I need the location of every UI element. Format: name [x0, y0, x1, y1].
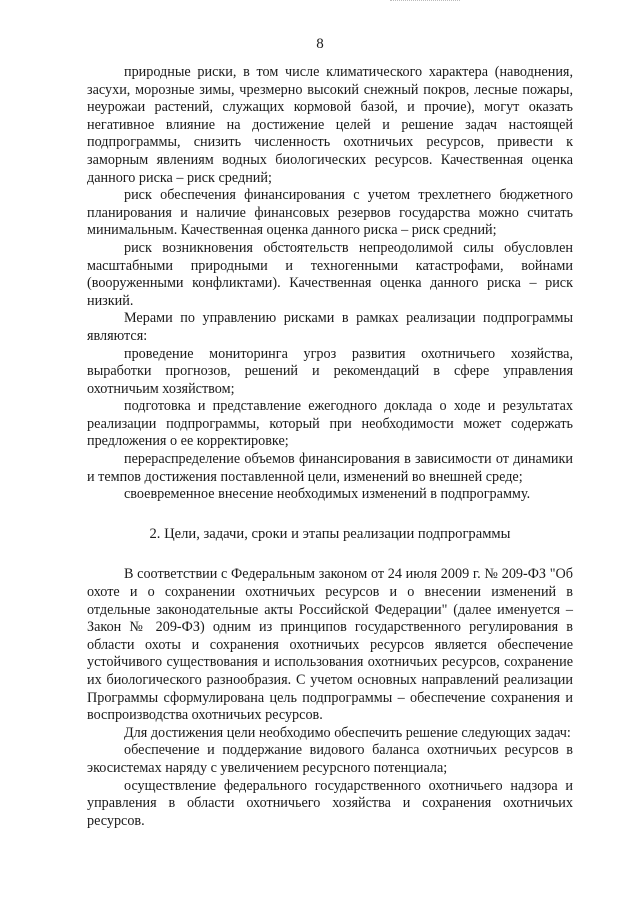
section-heading: 2. Цели, задачи, сроки и этапы реализации подпрограммы — [149, 525, 511, 542]
paragraph-financing-risk: риск обеспечения финансирования с учетом трехлетнего бюджетного планирования и наличие финансовых резервов государства можно считать минимальным. Качественная оценка данного риска – риск средний; — [87, 187, 573, 239]
page-number: 8 — [316, 36, 324, 52]
paragraph-force-majeure-risk: риск возникновения обстоятельств непреодолимой силы обусловлен масштабными природными и техногенными катастрофами, войнами (вооруженными конфликтами). Качественная оценка данного риска – риск низкий. — [87, 239, 573, 309]
paragraph-redistribution: перераспределение объемов финансирования в зависимости от динамики и темпов достижения поставленной цели, изменений во внешней среде; — [87, 451, 573, 485]
paragraph-timely-changes: своевременное внесение необходимых изменений в подпрограмму. — [124, 486, 531, 503]
paragraph-risk-measures-intro: Мерами по управлению рисками в рамках реализации подпрограммы являются: — [87, 310, 573, 344]
paragraph-monitoring: проведение мониторинга угроз развития охотничьего хозяйства, выработки прогнозов, решений и рекомендаций в сфере управления охотничьим хозяйством; — [87, 345, 573, 397]
document-body — [87, 64, 573, 830]
paragraph-task-supervision: осуществление федерального государственного охотничьего надзора и управления в области охотничьего хозяйства и сохранения охотничьих ресурсов. — [87, 777, 573, 829]
paragraph-task-balance: обеспечение и поддержание видового баланса охотничьих ресурсов в экосистемах наряду с увеличением ресурсного потенциала; — [87, 742, 573, 776]
paragraph-natural-risks: природные риски, в том числе климатического характера (наводнения, засухи, морозные зимы, чрезмерно высокий снежный покров, лесные пожары, неурожаи растений, служащих кормовой базой, и прочие), могут оказать негативное влияние на достижение целей и решение задач настоящей подпрограммы, снизить численность охотничьих ресурсов, привести к заморным явлениям водных биологических ресурсов. Качественная оценка данного риска – риск средний; — [87, 64, 573, 186]
paragraph-federal-law: В соответствии с Федеральным законом от 24 июля 2009 г. № 209-ФЗ "Об охоте и о сохранении охотничьих ресурсов и о внесении изменений в отдельные законодательные акты Российской Федерации" (далее именуется – Закон № 209-ФЗ) одним из принципов государственного регулирования в области охоты и сохранения охотничьих ресурсов является обеспечение устойчивого существования и использования охотничьих ресурсов, сохранение их биологического разнообразия. С учетом основных направлений реализации Программы сформулирована цель подпрограммы – обеспечение сохранения и воспроизводства охотничьих ресурсов. — [87, 566, 573, 724]
scan-artifact — [390, 0, 460, 3]
paragraph-tasks-intro: Для достижения цели необходимо обеспечить решение следующих задач: — [124, 724, 571, 741]
paragraph-annual-report: подготовка и представление ежегодного доклада о ходе и результатах реализации подпрограммы, который при необходимости может содержать предложения о ее корректировке; — [87, 398, 573, 450]
